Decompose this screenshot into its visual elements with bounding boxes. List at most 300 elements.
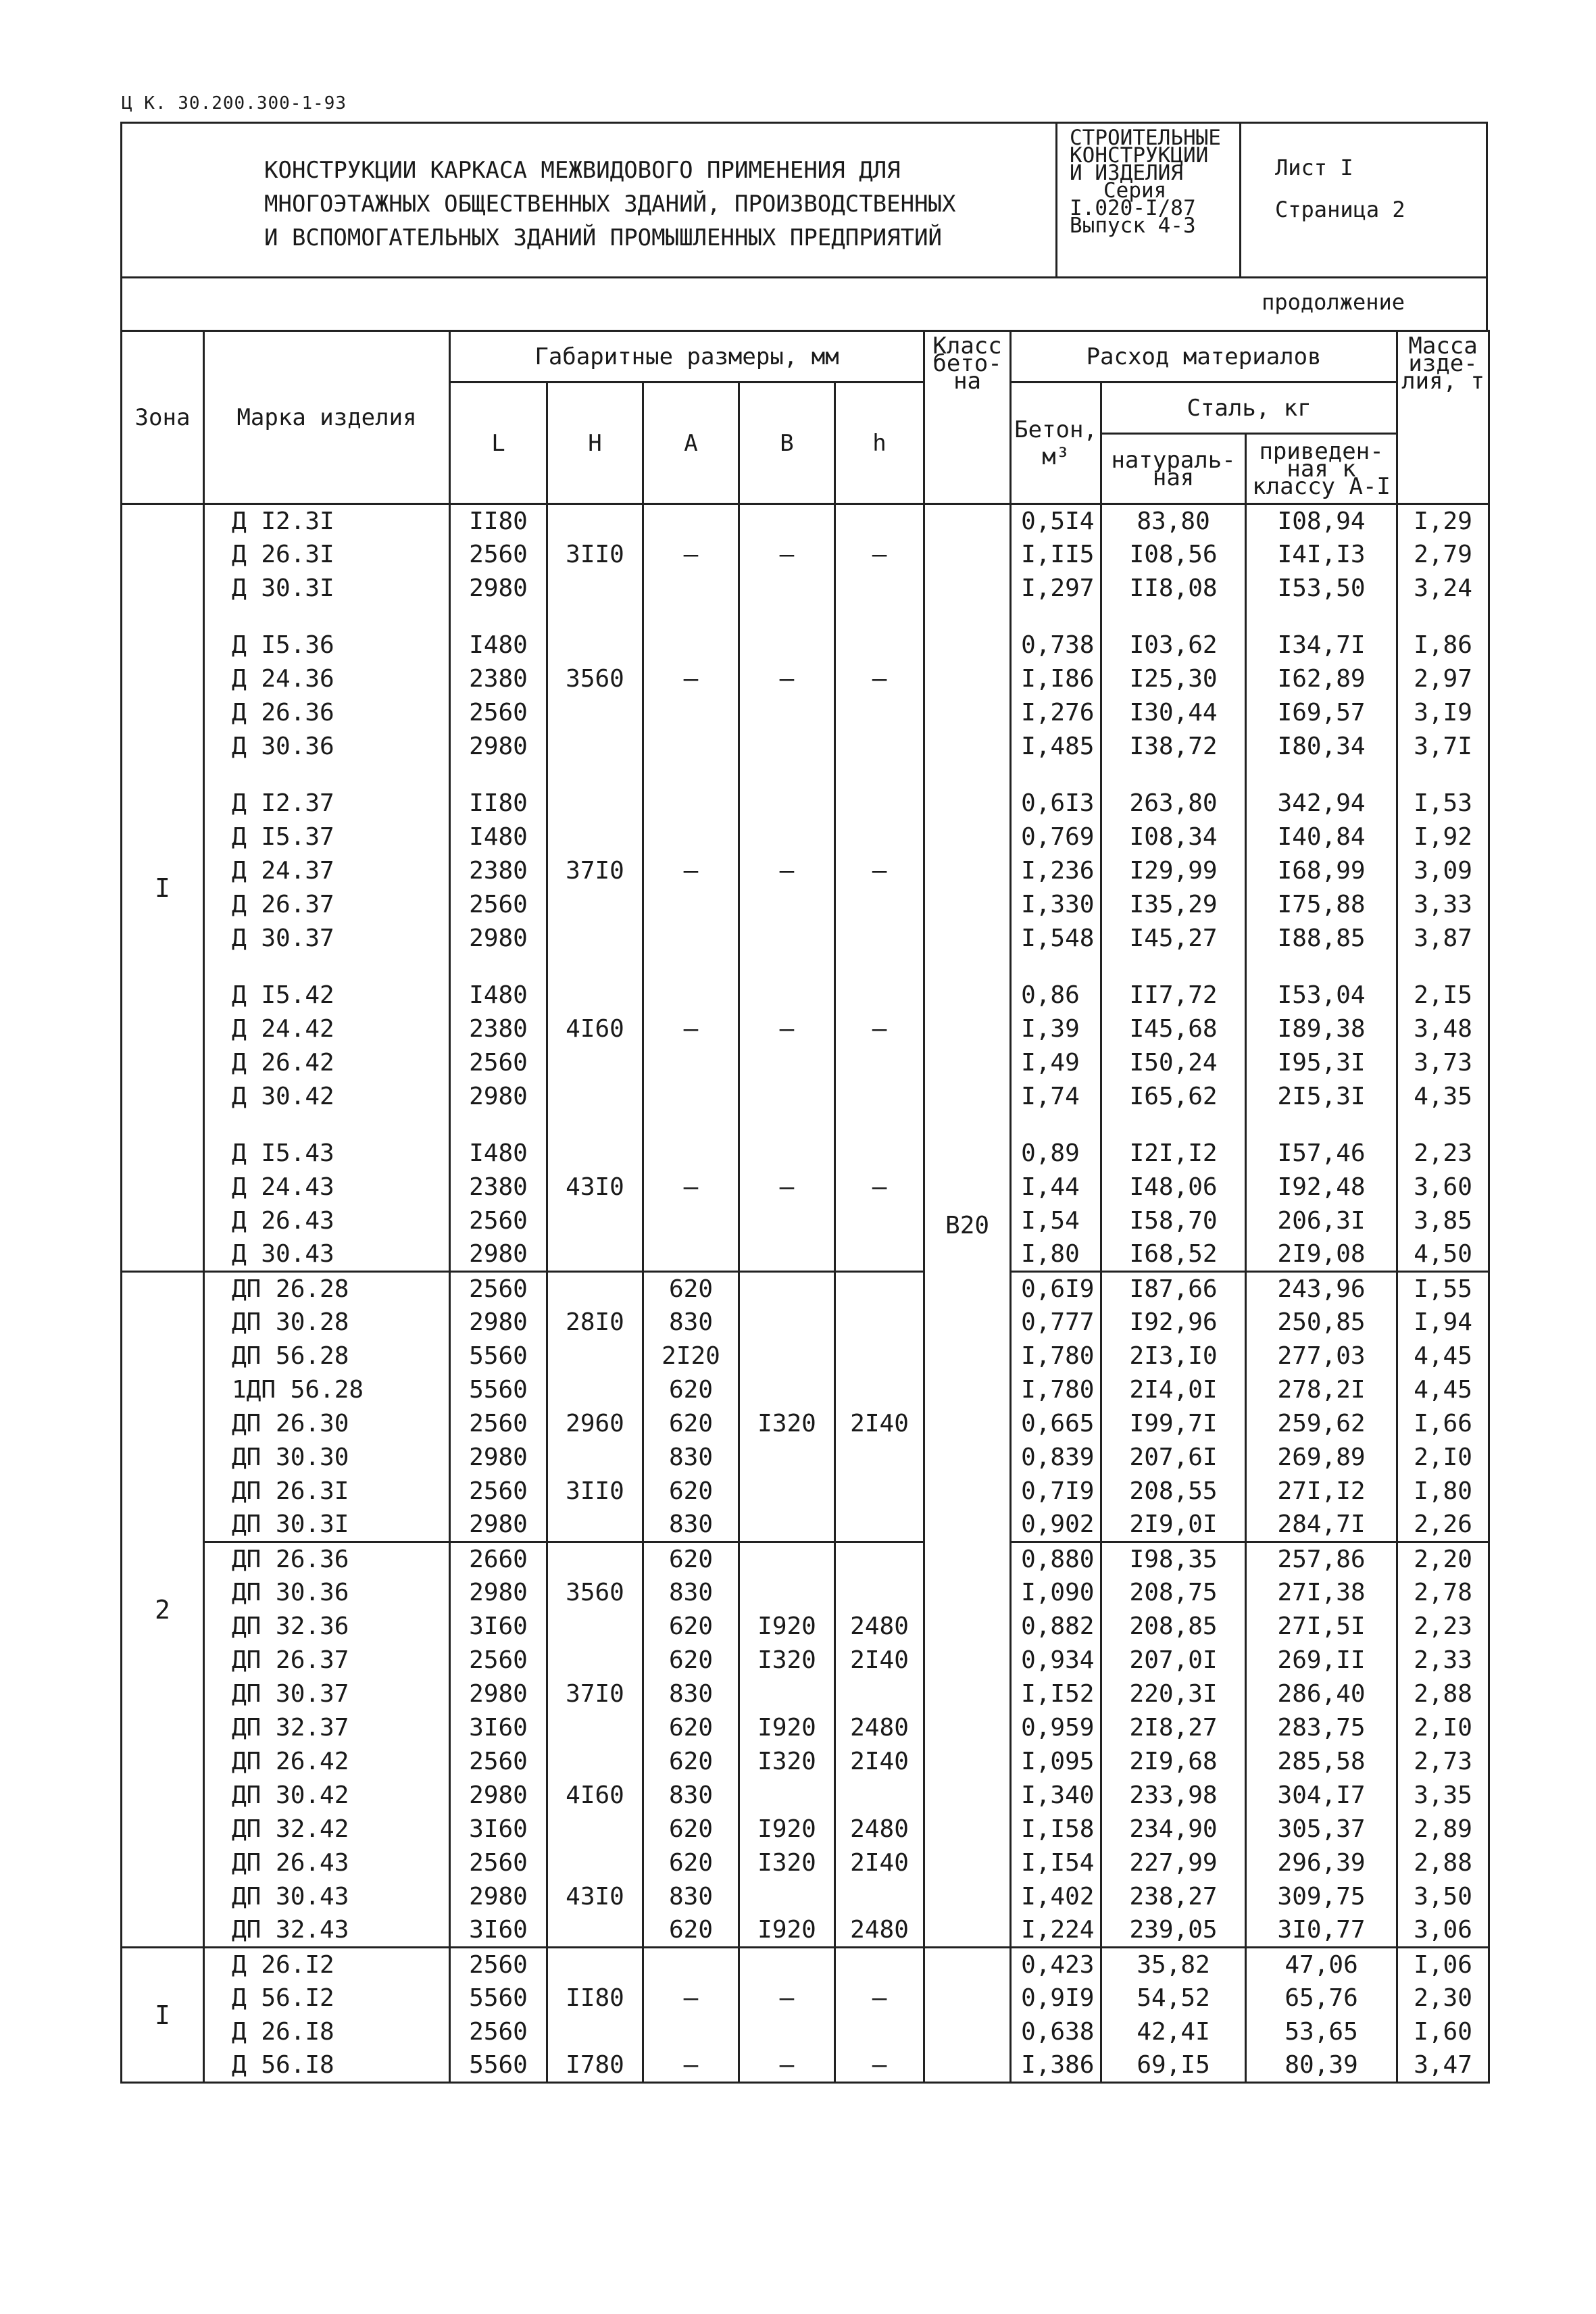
cell-mark: ДП 32.42 — [204, 1813, 450, 1846]
cell-A — [643, 572, 739, 606]
cell-H: 4I60 — [547, 1779, 643, 1813]
cell-A: 830 — [643, 1779, 739, 1813]
cell-h — [835, 764, 924, 787]
cell-steel_red: I80,34 — [1246, 730, 1397, 764]
col-steel-natural: натураль- ная — [1101, 434, 1246, 504]
cell-h — [835, 979, 924, 1012]
table-row — [122, 1846, 1489, 1880]
document-title — [122, 124, 1057, 276]
cell-B: — — [739, 1981, 835, 2015]
cell-concrete — [1011, 1114, 1101, 1137]
cell-B: I320 — [739, 1745, 835, 1779]
cell-steel_nat: I03,62 — [1101, 629, 1246, 662]
cell-mark: ДП 26.36 — [204, 1542, 450, 1576]
continuation-row — [120, 278, 1488, 330]
col-materials: Расход материалов — [1011, 331, 1397, 383]
col-mass: Масса изде- лия, т — [1397, 331, 1489, 504]
cell-steel_nat: 2I8,27 — [1101, 1711, 1246, 1745]
cell-L: 2560 — [450, 1475, 547, 1508]
cell-concrete: I,340 — [1011, 1779, 1101, 1813]
col-steel: Сталь, кг — [1101, 383, 1397, 434]
cell-A — [643, 820, 739, 854]
cell-h — [835, 1779, 924, 1813]
cell-A — [643, 2015, 739, 2049]
cell-h — [835, 1576, 924, 1610]
cell-H — [547, 2015, 643, 2049]
cell-L: 2560 — [450, 1948, 547, 1981]
cell-mass: I,80 — [1397, 1475, 1489, 1508]
cell-L: 2980 — [450, 1779, 547, 1813]
cell-mass: 3,I9 — [1397, 696, 1489, 730]
cell-steel_nat: 208,55 — [1101, 1475, 1246, 1508]
cell-mass: 3,87 — [1397, 922, 1489, 956]
col-H: H — [547, 383, 643, 504]
cell-B: I320 — [739, 1644, 835, 1677]
cell-mass: 3,06 — [1397, 1914, 1489, 1948]
cell-mark: Д 26.42 — [204, 1046, 450, 1080]
cell-steel_red: 259,62 — [1246, 1407, 1397, 1441]
cell-B — [739, 1080, 835, 1114]
cell-H — [547, 1204, 643, 1238]
cell-H — [547, 888, 643, 922]
table-row — [122, 1542, 1489, 1576]
cell-B — [739, 979, 835, 1012]
table-row — [122, 1171, 1489, 1204]
cell-concrete: 0,5I4 — [1011, 504, 1101, 538]
cell-H — [547, 1711, 643, 1745]
cell-A — [643, 764, 739, 787]
cell-steel_nat — [1101, 1114, 1246, 1137]
cell-mark: ДП 30.36 — [204, 1576, 450, 1610]
cell-A: 620 — [643, 1475, 739, 1508]
cell-L: 2980 — [450, 572, 547, 606]
cell-concrete: 0,6I9 — [1011, 1272, 1101, 1306]
cell-H — [547, 696, 643, 730]
cell-h — [835, 922, 924, 956]
cell-steel_red: 257,86 — [1246, 1542, 1397, 1576]
cell-mark: Д 26.I8 — [204, 2015, 450, 2049]
col-steel-reduced: приведен- ная к классу А-I — [1246, 434, 1397, 504]
cell-mass: 2,I0 — [1397, 1711, 1489, 1745]
cell-steel_nat: I87,66 — [1101, 1272, 1246, 1306]
cell-H: 3560 — [547, 662, 643, 696]
cell-B — [739, 1475, 835, 1508]
cell-A: 620 — [643, 1711, 739, 1745]
cell-L: 2980 — [450, 1306, 547, 1339]
cell-A — [643, 696, 739, 730]
cell-h — [835, 629, 924, 662]
table-row — [122, 572, 1489, 606]
cell-h: — — [835, 1981, 924, 2015]
cell-concrete: 0,6I3 — [1011, 787, 1101, 820]
cell-concrete: 0,89 — [1011, 1137, 1101, 1171]
cell-mark: ДП 26.43 — [204, 1846, 450, 1880]
cell-mark: Д 26.I2 — [204, 1948, 450, 1981]
cell-L: 5560 — [450, 1339, 547, 1373]
cell-steel_nat: I29,99 — [1101, 854, 1246, 888]
cell-mark: ДП 32.37 — [204, 1711, 450, 1745]
cell-steel_nat: 2I3,I0 — [1101, 1339, 1246, 1373]
col-concrete: Бетон, м³ — [1011, 383, 1101, 504]
cell-mass: 2,79 — [1397, 538, 1489, 572]
cell-concrete: I,I54 — [1011, 1846, 1101, 1880]
cell-h: 2480 — [835, 1914, 924, 1948]
cell-steel_red: 80,39 — [1246, 2049, 1397, 2083]
cell-B: — — [739, 538, 835, 572]
zone-cell: 2 — [122, 1272, 204, 1948]
cell-A: 620 — [643, 1373, 739, 1407]
table-row — [122, 1475, 1489, 1508]
cell-B — [739, 1137, 835, 1171]
cell-steel_nat: 2I9,68 — [1101, 1745, 1246, 1779]
cell-L: 2660 — [450, 1542, 547, 1576]
cell-h: 2I40 — [835, 1407, 924, 1441]
title-line: И ВСПОМОГАТЕЛЬНЫХ ЗДАНИЙ ПРОМЫШЛЕННЫХ ПРЕДПРИЯТИЙ — [264, 224, 943, 251]
cell-L — [450, 956, 547, 979]
cell-mass — [1397, 764, 1489, 787]
cell-A: 620 — [643, 1272, 739, 1306]
cell-steel_red: I68,99 — [1246, 854, 1397, 888]
cell-steel_red: 342,94 — [1246, 787, 1397, 820]
cell-mass: 3,35 — [1397, 1779, 1489, 1813]
cell-mass: 2,97 — [1397, 662, 1489, 696]
cell-steel_red: I4I,I3 — [1246, 538, 1397, 572]
cell-A — [643, 1046, 739, 1080]
cell-mass — [1397, 606, 1489, 629]
cell-concrete: I,090 — [1011, 1576, 1101, 1610]
cell-concrete: I,39 — [1011, 1012, 1101, 1046]
cell-A — [643, 1080, 739, 1114]
cell-L — [450, 764, 547, 787]
cell-steel_nat: I65,62 — [1101, 1080, 1246, 1114]
cell-A: — — [643, 854, 739, 888]
cell-h — [835, 1475, 924, 1508]
cell-steel_nat: 220,3I — [1101, 1677, 1246, 1711]
cell-H — [547, 1046, 643, 1080]
table-row — [122, 1745, 1489, 1779]
cell-H — [547, 504, 643, 538]
title-line: МНОГОЭТАЖНЫХ ОБЩЕСТВЕННЫХ ЗДАНИЙ, ПРОИЗВОДСТВЕННЫХ — [264, 191, 956, 218]
table-row — [122, 2015, 1489, 2049]
cell-L: 2560 — [450, 1745, 547, 1779]
cell-steel_nat: 83,80 — [1101, 504, 1246, 538]
cell-steel_red: 304,I7 — [1246, 1779, 1397, 1813]
cell-steel_nat: I35,29 — [1101, 888, 1246, 922]
cell-L: I480 — [450, 1137, 547, 1171]
cell-concrete: 0,423 — [1011, 1948, 1101, 1981]
cell-mark — [204, 764, 450, 787]
col-B: B — [739, 383, 835, 504]
cell-h — [835, 787, 924, 820]
cell-h — [835, 956, 924, 979]
cell-mass: 4,35 — [1397, 1080, 1489, 1114]
cell-L: 5560 — [450, 2049, 547, 2083]
cell-A: 830 — [643, 1677, 739, 1711]
table-row — [122, 2049, 1489, 2083]
cell-B — [739, 504, 835, 538]
cell-H — [547, 730, 643, 764]
cell-H — [547, 979, 643, 1012]
cell-mass: 2,78 — [1397, 1576, 1489, 1610]
cell-L: 2560 — [450, 1644, 547, 1677]
table-row — [122, 1373, 1489, 1407]
cell-H — [547, 1080, 643, 1114]
cell-steel_nat: 239,05 — [1101, 1914, 1246, 1948]
cell-A: 830 — [643, 1576, 739, 1610]
cell-H — [547, 1137, 643, 1171]
cell-h — [835, 696, 924, 730]
cell-mass: 3,7I — [1397, 730, 1489, 764]
spacer-row — [122, 606, 1489, 629]
cell-steel_nat: I2I,I2 — [1101, 1137, 1246, 1171]
cell-L: 2380 — [450, 1012, 547, 1046]
cell-mark: Д I5.42 — [204, 979, 450, 1012]
spacer-row — [122, 956, 1489, 979]
table-row — [122, 1204, 1489, 1238]
document-code: Ц К. 30.200.300-1-93 — [122, 93, 347, 114]
cell-H: 28I0 — [547, 1306, 643, 1339]
cell-concrete: I,402 — [1011, 1880, 1101, 1914]
cell-mark: Д I5.36 — [204, 629, 450, 662]
cell-mark: Д 26.3I — [204, 538, 450, 572]
cell-A: 830 — [643, 1306, 739, 1339]
cell-steel_red: I89,38 — [1246, 1012, 1397, 1046]
cell-h — [835, 504, 924, 538]
cell-mass: 3,50 — [1397, 1880, 1489, 1914]
cell-B: — — [739, 1171, 835, 1204]
cell-h: 2I40 — [835, 1745, 924, 1779]
cell-mass: 3,47 — [1397, 2049, 1489, 2083]
cell-A — [643, 922, 739, 956]
cell-mass: I,29 — [1397, 504, 1489, 538]
table-row — [122, 1508, 1489, 1542]
cell-steel_red: 305,37 — [1246, 1813, 1397, 1846]
cell-B: I920 — [739, 1813, 835, 1846]
cell-concrete: 0,9I9 — [1011, 1981, 1101, 2015]
cell-B — [739, 1508, 835, 1542]
cell-mass: I,94 — [1397, 1306, 1489, 1339]
cell-mass: 2,I5 — [1397, 979, 1489, 1012]
cell-h — [835, 1339, 924, 1373]
cell-L: 2560 — [450, 1046, 547, 1080]
cell-h — [835, 820, 924, 854]
cell-steel_red: 296,39 — [1246, 1846, 1397, 1880]
cell-concrete: I,I52 — [1011, 1677, 1101, 1711]
cell-mark: ДП 30.37 — [204, 1677, 450, 1711]
cell-B — [739, 1373, 835, 1407]
cell-mark: Д 56.I8 — [204, 2049, 450, 2083]
cell-L: 2980 — [450, 1880, 547, 1914]
cell-h: — — [835, 2049, 924, 2083]
cell-L: 5560 — [450, 1373, 547, 1407]
cell-h: 2I40 — [835, 1644, 924, 1677]
cell-mark: Д 30.37 — [204, 922, 450, 956]
cell-B — [739, 956, 835, 979]
cell-mass: I,60 — [1397, 2015, 1489, 2049]
cell-steel_red: 269,II — [1246, 1644, 1397, 1677]
table-row — [122, 1880, 1489, 1914]
cell-A — [643, 956, 739, 979]
cell-h — [835, 2015, 924, 2049]
cell-L: 2560 — [450, 1846, 547, 1880]
cell-steel_red: I92,48 — [1246, 1171, 1397, 1204]
cell-steel_nat: I99,7I — [1101, 1407, 1246, 1441]
table-row — [122, 696, 1489, 730]
cell-h — [835, 1542, 924, 1576]
cell-A — [643, 787, 739, 820]
cell-steel_nat: I58,70 — [1101, 1204, 1246, 1238]
cell-B — [739, 696, 835, 730]
cell-L: 3I60 — [450, 1711, 547, 1745]
cell-steel_nat: 227,99 — [1101, 1846, 1246, 1880]
concrete-class-cell: B20 — [924, 504, 1011, 1948]
cell-steel_red: I08,94 — [1246, 504, 1397, 538]
cell-H — [547, 1813, 643, 1846]
table-row — [122, 1272, 1489, 1306]
col-h: h — [835, 383, 924, 504]
cell-concrete: I,236 — [1011, 854, 1101, 888]
cell-L: 2980 — [450, 730, 547, 764]
zone-cell: I — [122, 1948, 204, 2083]
title-line: КОНСТРУКЦИИ КАРКАСА МЕЖВИДОВОГО ПРИМЕНЕНИЯ ДЛЯ — [264, 157, 901, 184]
table-row — [122, 730, 1489, 764]
table-row — [122, 922, 1489, 956]
table-row — [122, 979, 1489, 1012]
cell-steel_nat — [1101, 764, 1246, 787]
cell-H — [547, 606, 643, 629]
cell-concrete: I,II5 — [1011, 538, 1101, 572]
cell-steel_red: 309,75 — [1246, 1880, 1397, 1914]
cell-concrete: I,095 — [1011, 1745, 1101, 1779]
cell-steel_red: 283,75 — [1246, 1711, 1397, 1745]
cell-steel_nat — [1101, 956, 1246, 979]
cell-steel_nat: I68,52 — [1101, 1238, 1246, 1272]
cell-H — [547, 764, 643, 787]
cell-B — [739, 730, 835, 764]
cell-H — [547, 1948, 643, 1981]
cell-A: 620 — [643, 1914, 739, 1948]
cell-A: 620 — [643, 1542, 739, 1576]
cell-L: 2560 — [450, 696, 547, 730]
cell-A: 830 — [643, 1508, 739, 1542]
cell-mass: 2,89 — [1397, 1813, 1489, 1846]
cell-concrete: 0,934 — [1011, 1644, 1101, 1677]
table-row — [122, 1914, 1489, 1948]
cell-mark: Д 30.42 — [204, 1080, 450, 1114]
cell-steel_red: 65,76 — [1246, 1981, 1397, 2015]
table-row — [122, 1080, 1489, 1114]
cell-h — [835, 1306, 924, 1339]
cell-concrete: I,I58 — [1011, 1813, 1101, 1846]
cell-h — [835, 1880, 924, 1914]
cell-A: 620 — [643, 1407, 739, 1441]
cell-steel_red: 269,89 — [1246, 1441, 1397, 1475]
spacer-row — [122, 1114, 1489, 1137]
series-info — [1057, 124, 1241, 276]
cell-A — [643, 504, 739, 538]
cell-mark: ДП 26.42 — [204, 1745, 450, 1779]
cell-B — [739, 1204, 835, 1238]
table-row — [122, 1948, 1489, 1981]
cell-steel_nat: II8,08 — [1101, 572, 1246, 606]
cell-A — [643, 629, 739, 662]
cell-L: 2560 — [450, 538, 547, 572]
cell-H: I780 — [547, 2049, 643, 2083]
table-row — [122, 1576, 1489, 1610]
cell-steel_red: 27I,I2 — [1246, 1475, 1397, 1508]
cell-L: 2980 — [450, 1080, 547, 1114]
cell-concrete: I,49 — [1011, 1046, 1101, 1080]
cell-h: 2480 — [835, 1813, 924, 1846]
cell-h — [835, 606, 924, 629]
cell-mass: 3,24 — [1397, 572, 1489, 606]
cell-steel_red: I57,46 — [1246, 1137, 1397, 1171]
cell-mass: 2,88 — [1397, 1677, 1489, 1711]
cell-mass — [1397, 1114, 1489, 1137]
cell-h — [835, 1114, 924, 1137]
cell-h: 2480 — [835, 1711, 924, 1745]
series-line: КОНСТРУКЦИИ — [1070, 143, 1209, 168]
table-row — [122, 629, 1489, 662]
cell-B — [739, 1880, 835, 1914]
cell-mark — [204, 956, 450, 979]
cell-steel_nat: 233,98 — [1101, 1779, 1246, 1813]
cell-steel_red: 206,3I — [1246, 1204, 1397, 1238]
cell-concrete: I,297 — [1011, 572, 1101, 606]
cell-L: 2980 — [450, 1238, 547, 1272]
cell-steel_nat: I45,68 — [1101, 1012, 1246, 1046]
cell-L: 5560 — [450, 1981, 547, 2015]
cell-B — [739, 764, 835, 787]
cell-mark: ДП 32.43 — [204, 1914, 450, 1948]
cell-concrete: 0,882 — [1011, 1610, 1101, 1644]
cell-steel_red: I40,84 — [1246, 820, 1397, 854]
cell-H: 43I0 — [547, 1880, 643, 1914]
cell-H — [547, 1114, 643, 1137]
cell-L: II80 — [450, 504, 547, 538]
series-line: И ИЗДЕЛИЯ — [1070, 161, 1183, 185]
cell-steel_red: 27I,5I — [1246, 1610, 1397, 1644]
cell-mark: ДП 30.28 — [204, 1306, 450, 1339]
cell-concrete: I,485 — [1011, 730, 1101, 764]
table-row — [122, 1238, 1489, 1272]
cell-steel_nat: I38,72 — [1101, 730, 1246, 764]
cell-steel_red — [1246, 956, 1397, 979]
cell-H: 3560 — [547, 1576, 643, 1610]
cell-concrete: 0,638 — [1011, 2015, 1101, 2049]
cell-mark: Д 30.43 — [204, 1238, 450, 1272]
cell-mass: 2,88 — [1397, 1846, 1489, 1880]
cell-steel_nat: 234,90 — [1101, 1813, 1246, 1846]
cell-steel_nat: 208,85 — [1101, 1610, 1246, 1644]
cell-A: — — [643, 538, 739, 572]
cell-concrete: I,548 — [1011, 922, 1101, 956]
cell-B: I320 — [739, 1846, 835, 1880]
cell-L: 2980 — [450, 1508, 547, 1542]
cell-concrete — [1011, 606, 1101, 629]
cell-H — [547, 1914, 643, 1948]
cell-mark: ДП 26.30 — [204, 1407, 450, 1441]
cell-concrete: 0,777 — [1011, 1306, 1101, 1339]
cell-concrete: I,54 — [1011, 1204, 1101, 1238]
cell-B — [739, 1114, 835, 1137]
series-line: СТРОИТЕЛЬНЫЕ — [1070, 126, 1221, 150]
cell-steel_nat: 207,0I — [1101, 1644, 1246, 1677]
cell-B: I320 — [739, 1407, 835, 1441]
cell-steel_red: I53,50 — [1246, 572, 1397, 606]
cell-h — [835, 1137, 924, 1171]
cell-steel_red: 53,65 — [1246, 2015, 1397, 2049]
